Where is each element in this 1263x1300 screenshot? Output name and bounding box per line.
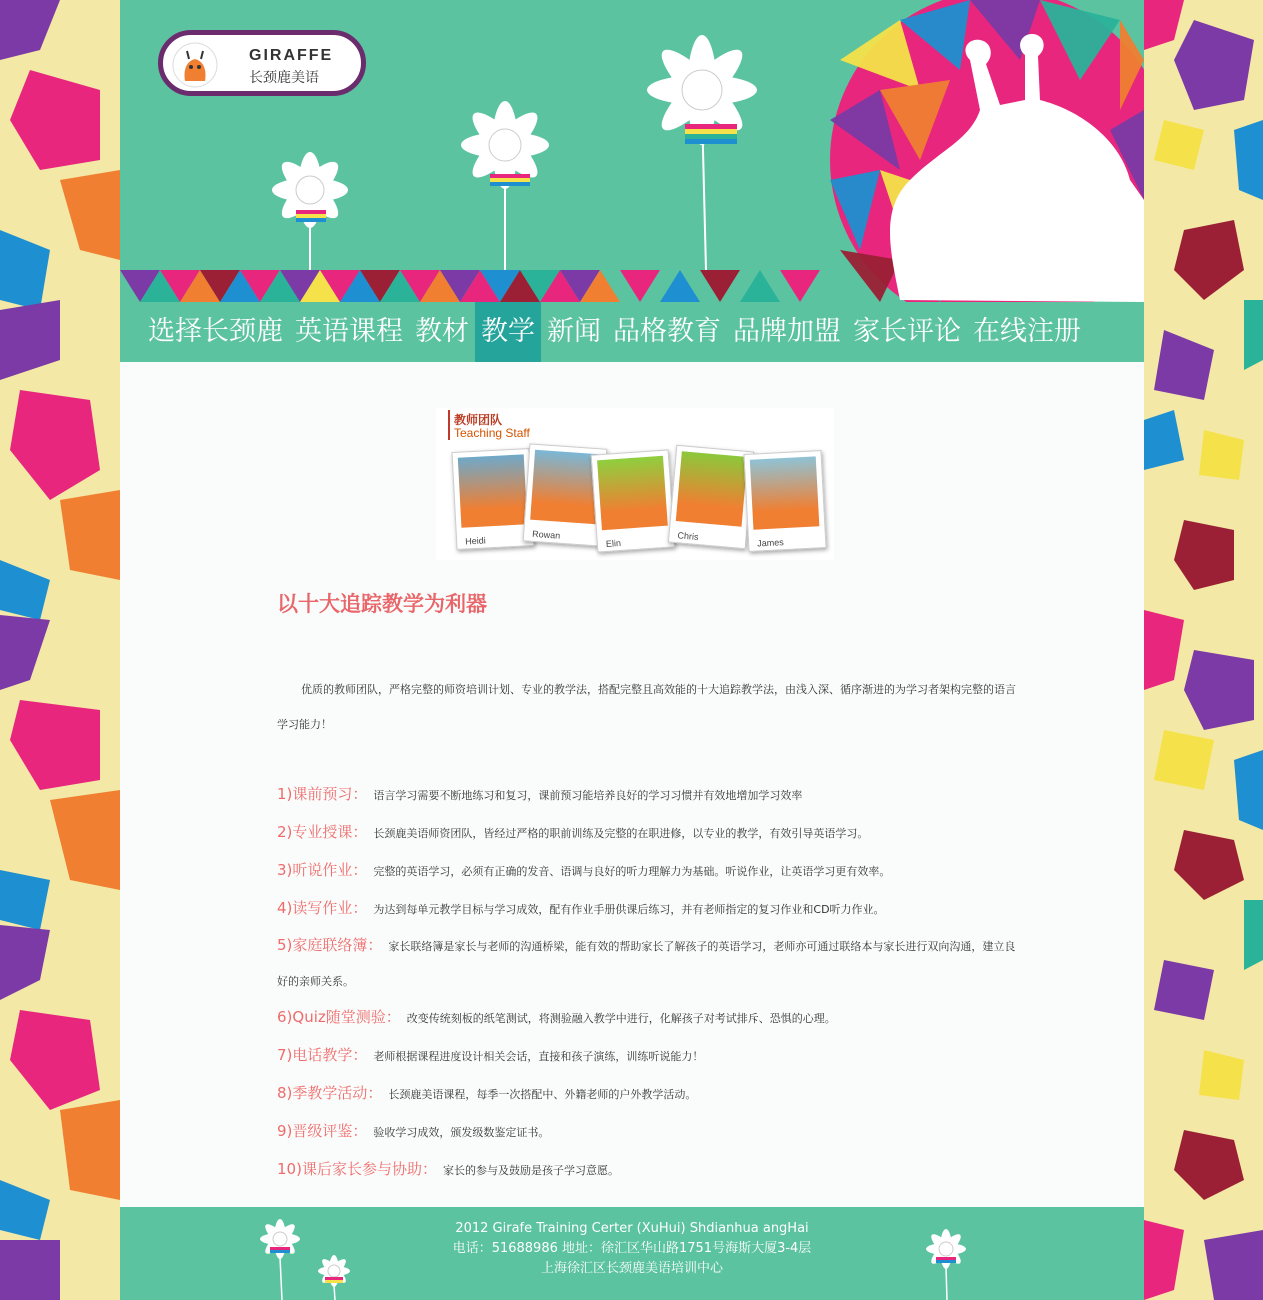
right-decoration [1144, 0, 1263, 1300]
feature-text: 为达到每单元教学目标与学习成效，配有作业手册供课后练习，并有老师指定的复习作业和CD听力作业。 [373, 903, 885, 916]
list-item [277, 776, 1017, 814]
nav-item-materials[interactable]: 教材 [415, 316, 469, 347]
footer-text [120, 1219, 1144, 1279]
feature-text: 老师根据课程进度设计相关会话，直接和孩子演练，训练听说能力！ [373, 1050, 704, 1063]
teacher-photo [591, 449, 676, 552]
list-item [277, 1037, 1017, 1075]
staff-subtitle: Teaching Staff [454, 426, 530, 440]
teacher-portrait-image [750, 456, 820, 529]
feature-list [277, 776, 1017, 1189]
footer-copyright: 2012 Girafe Training Certer (XuHui) Shdianhua angHai [455, 1221, 809, 1236]
giraffe-logo[interactable] [158, 30, 366, 96]
teacher-portrait-image [597, 456, 668, 530]
feature-label: 8)季教学活动： [277, 1084, 383, 1102]
teaching-staff-image [436, 408, 834, 560]
list-item [277, 1075, 1017, 1113]
feature-text: 长颈鹿美语课程，每季一次搭配中、外籍老师的户外教学活动。 [388, 1088, 697, 1101]
list-item [277, 890, 1017, 928]
feature-label: 5)家庭联络簿： [277, 936, 383, 954]
teacher-portrait-image [676, 451, 748, 526]
feature-label: 9)晋级评鉴： [277, 1122, 368, 1140]
nav-item-english-courses[interactable]: 英语课程 [295, 316, 403, 347]
feature-label: 1)课前预习： [277, 785, 368, 803]
teacher-portrait-image [458, 454, 528, 527]
footer-org-name: 上海徐汇区长颈鹿美语培训中心 [540, 1261, 723, 1276]
feature-text: 语言学习需要不断地练习和复习，课前预习能培养良好的学习习惯并有效地增加学习效率 [373, 789, 803, 802]
nav-item-choose-giraffe[interactable]: 选择长颈鹿 [148, 316, 283, 347]
feature-label: 3)听说作业： [277, 861, 368, 879]
nav-item-parent-reviews[interactable]: 家长评论 [853, 316, 961, 347]
feature-label: 2)专业授课： [277, 823, 368, 841]
teacher-name: Rowan [531, 528, 561, 541]
teacher-name: James [756, 537, 784, 549]
list-item [277, 999, 1017, 1037]
feature-label: 4)读写作业： [277, 899, 368, 917]
teacher-name: Elin [605, 537, 622, 549]
list-item [277, 852, 1017, 890]
main-column [120, 0, 1144, 1300]
feature-text: 改变传统刻板的纸笔测试，将测验融入教学中进行，化解孩子对考试排斥、恐惧的心理。 [406, 1012, 836, 1025]
list-item [277, 1151, 1017, 1189]
feature-label: 6)Quiz随堂测验： [277, 1008, 401, 1026]
teacher-photo [743, 450, 826, 552]
feature-text: 家长的参与及鼓励是孩子学习意愿。 [442, 1164, 619, 1177]
footer-contact: 电话：51688986 地址：徐汇区华山路1751号海斯大厦3-4层 [452, 1241, 812, 1256]
teacher-photo [451, 448, 534, 550]
footer [120, 1207, 1144, 1300]
teacher-name: Chris [677, 530, 699, 543]
page-headline: 以十大追踪教学为利器 [277, 592, 487, 616]
header-banner [120, 0, 1144, 302]
nav-item-news[interactable]: 新闻 [547, 316, 601, 347]
nav-item-franchise[interactable]: 品牌加盟 [733, 316, 841, 347]
nav-item-online-registration[interactable]: 在线注册 [973, 316, 1081, 347]
list-item [277, 928, 1017, 999]
feature-text: 家长联络簿是家长与老师的沟通桥梁，能有效的帮助家长了解孩子的英语学习，老师亦可通过联络本与家长进行双向沟通，建立良好的亲师关系。 [277, 940, 1016, 988]
feature-text: 长颈鹿美语师资团队，皆经过严格的职前训练及完整的在职进修，以专业的教学，有效引导英语学习。 [373, 827, 869, 840]
nav-item-character-education[interactable]: 品格教育 [613, 316, 721, 347]
logo-subtitle: 长颈鹿美语 [249, 70, 319, 86]
left-decoration [0, 0, 120, 1300]
teacher-name: Heidi [464, 535, 486, 547]
intro-paragraph: 优质的教师团队，严格完整的师资培训计划、专业的教学法，搭配完整且高效能的十大追踪教学法，由浅入深、循序渐进的为学习者架构完整的语言学习能力！ [277, 683, 1016, 731]
feature-label: 10)课后家长参与协助： [277, 1160, 437, 1178]
teacher-photo [668, 445, 754, 549]
feature-label: 7)电话教学： [277, 1046, 368, 1064]
staff-title: 教师团队 [454, 413, 503, 427]
nav-item-teaching[interactable]: 教学 [475, 302, 541, 362]
staff-title-bar [448, 410, 450, 440]
main-nav [120, 302, 1144, 362]
giraffe-logo-icon [171, 41, 219, 89]
logo-title: GIRAFFE [249, 47, 334, 64]
feature-text: 完整的英语学习，必须有正确的发音、语调与良好的听力理解力为基础。听说作业，让英语学习更有效率。 [373, 865, 891, 878]
list-item [277, 1113, 1017, 1151]
list-item [277, 814, 1017, 852]
feature-text: 验收学习成效，颁发级数鉴定证书。 [373, 1126, 550, 1139]
